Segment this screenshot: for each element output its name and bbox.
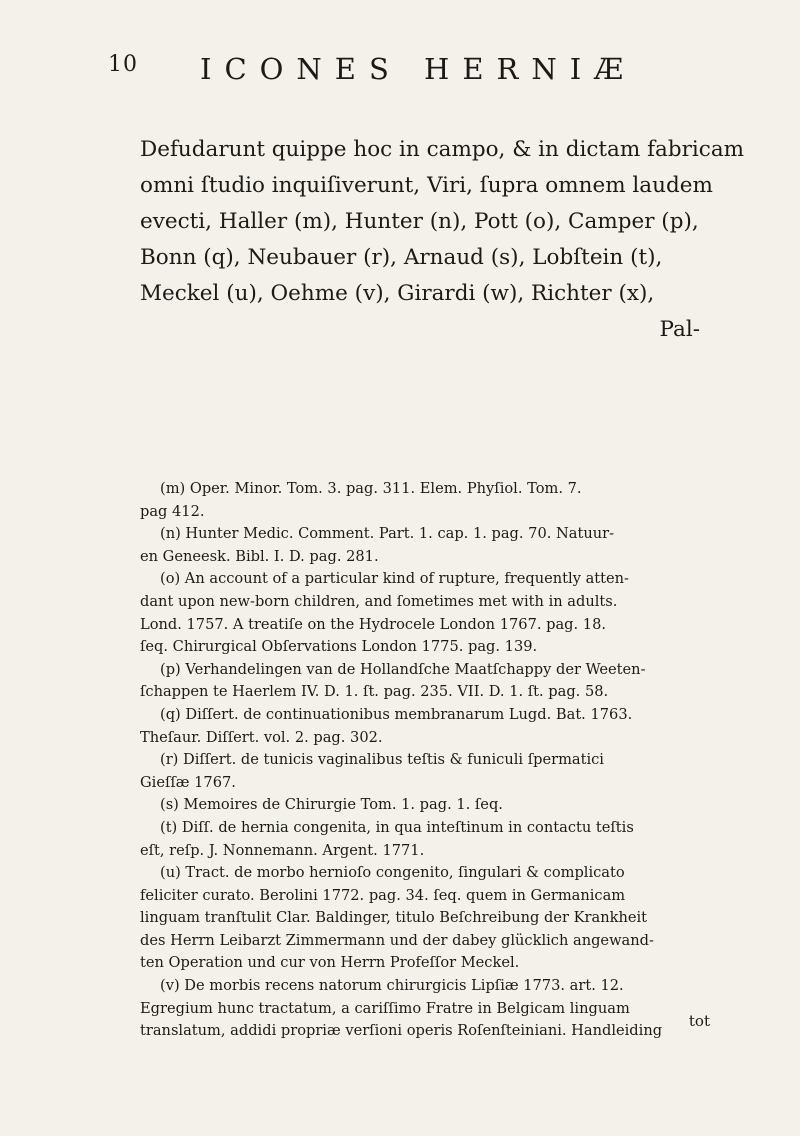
footnote-line: Lond. 1757. A treatiſe on the Hydrocele London 1767. pag. 18. <box>140 615 607 633</box>
footnote-line: translatum, addidi propriæ verſioni operis Roſenſteiniani. Handleiding <box>140 1022 663 1040</box>
footnote-line: (o) An account of a particular kind of rupture, frequently atten- <box>160 570 629 588</box>
footnote-line: (u) Tract. de morbo hernioſo congenito, ſingulari & complicato <box>160 864 625 882</box>
footnote <box>140 749 700 794</box>
footnote-line: Gieſſæ 1767. <box>140 773 236 791</box>
footnote-line: feliciter curato. Berolini 1772. pag. 34. ſeq. quem in Germanicam <box>140 886 626 904</box>
footnote <box>140 523 700 568</box>
footnote-line: (m) Oper. Minor. Tom. 3. pag. 311. Elem. Phyſiol. Tom. 7. <box>160 480 582 497</box>
footnote-line: pag 412. <box>140 502 205 520</box>
page-number: 10 <box>108 52 138 77</box>
footnote-line: linguam tranſtulit Clar. Baldinger, titulo Beſchreibung der Krankheit <box>140 909 648 927</box>
footnote <box>140 704 700 749</box>
footnote-line: en Geneesk. Bibl. I. D. pag. 281. <box>140 547 379 565</box>
footnote-line: (p) Verhandelingen van de Hollandſche Maatſchappy der Weeten- <box>160 660 646 678</box>
body-line: Bonn (q), Neubauer (r), Arnaud (s), Lobſtein (t), <box>140 245 663 270</box>
footnote <box>140 817 700 862</box>
body-line: evecti, Haller (m), Hunter (n), Pott (o), Camper (p), <box>140 209 699 234</box>
main-text <box>140 132 745 348</box>
footnote <box>140 568 700 658</box>
footnote <box>140 794 700 817</box>
footnote <box>140 478 700 523</box>
footnotes <box>140 478 700 1043</box>
footnote-line: (r) Diſſert. de tunicis vaginalibus teſtis & funiculi ſpermatici <box>160 751 604 769</box>
footnote-line: (n) Hunter Medic. Comment. Part. 1. cap. 1. pag. 70. Natuur- <box>160 525 615 543</box>
body-line: Meckel (u), Oehme (v), Girardi (w), Richter (x), <box>140 281 655 306</box>
body-line: omni ſtudio inquiſiverunt, Viri, ſupra omnem laudem <box>140 173 713 198</box>
footnote-line: (v) De morbis recens natorum chirurgicis Lipſiæ 1773. art. 12. <box>160 977 624 995</box>
footnote-line: des Herrn Leibarzt Zimmermann und der dabey glücklich angewand- <box>140 931 654 949</box>
body-line: Defudarunt quippe hoc in campo, & in dictam fabricam <box>140 137 745 162</box>
page-header <box>108 52 760 92</box>
body-catch: Pal- <box>659 317 700 342</box>
catchword: tot <box>688 1012 710 1030</box>
footnote-line: ſeq. Chirurgical Obſervations London 1775. pag. 139. <box>140 638 538 656</box>
footnote-line: eſt, reſp. J. Nonnemann. Argent. 1771. <box>140 841 425 859</box>
footnote-line: ſchappen te Haerlem IV. D. 1. ſt. pag. 235. VII. D. 1. ſt. pag. 58. <box>140 683 609 701</box>
footnote-line: ten Operation und cur von Herrn Profeſſor Meckel. <box>140 954 520 972</box>
running-title: ICONES HERNIÆ <box>200 52 637 86</box>
footnote-line: dant upon new-born children, and ſometimes met with in adults. <box>140 592 618 610</box>
footnote-line: (q) Diſſert. de continuationibus membranarum Lugd. Bat. 1763. <box>160 705 633 723</box>
footnote-line: Theſaur. Diſſert. vol. 2. pag. 302. <box>140 728 383 746</box>
footnote <box>140 862 700 975</box>
footnote <box>140 659 700 704</box>
footnote <box>140 975 700 1043</box>
footnote-line: Egregium hunc tractatum, a cariſſimo Fratre in Belgicam linguam <box>140 999 630 1017</box>
footnote-line: (t) Diſſ. de hernia congenita, in qua inteſtinum in contactu teſtis <box>160 818 634 836</box>
footnote-line: (s) Memoires de Chirurgie Tom. 1. pag. 1. ſeq. <box>160 796 503 814</box>
